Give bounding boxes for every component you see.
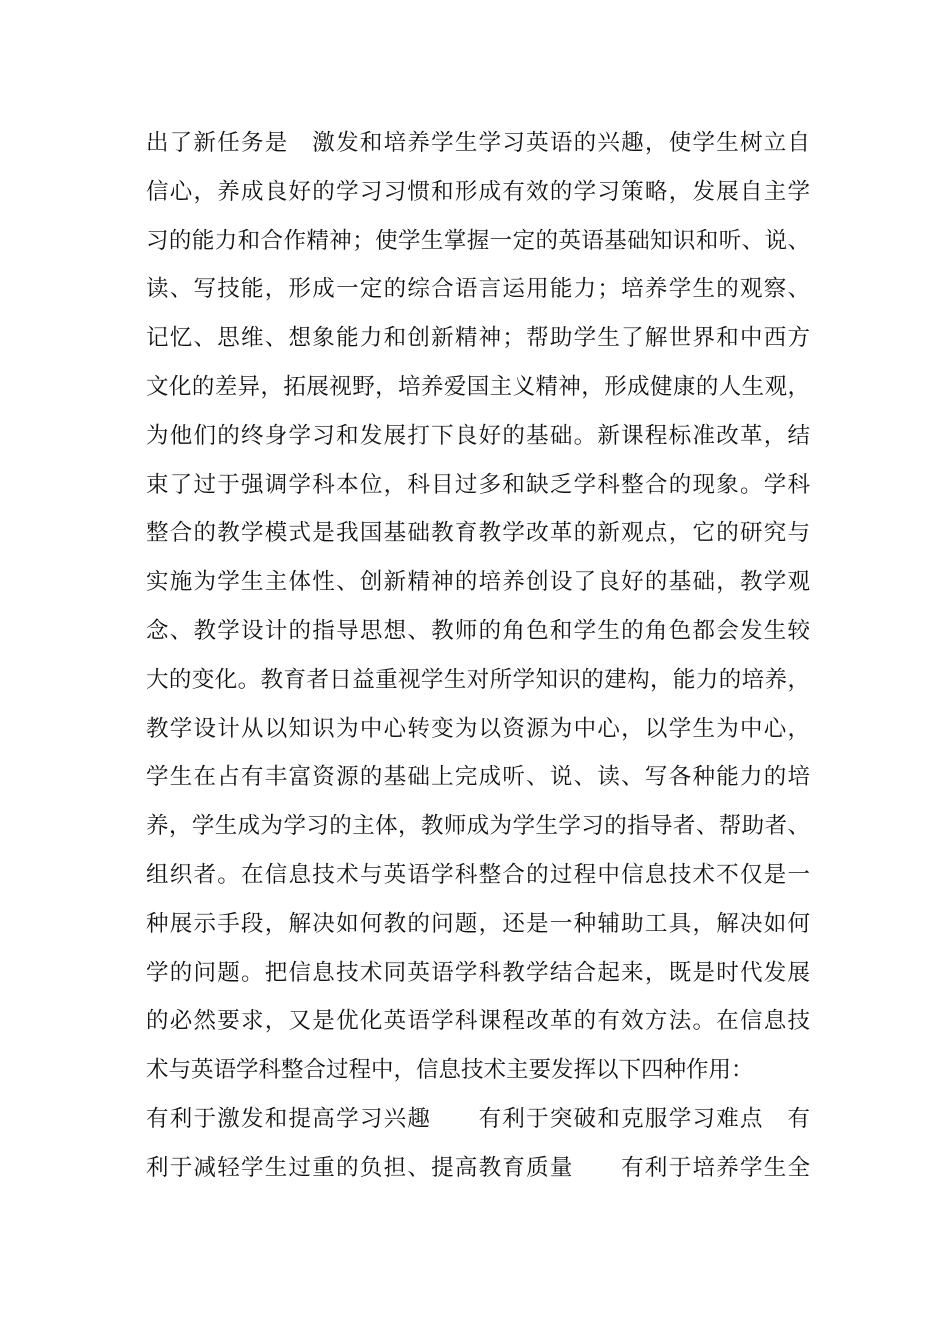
text-line-1: 出了新任务是 激发和培养学生学习英语的兴趣，使学生树立自 — [146, 130, 810, 156]
text-line-7: 为他们的终身学习和发展打下良好的基础。新课程标准改革，结 — [146, 422, 810, 449]
text-line-22: 利于减轻学生过重的负担、提高教育质量 有利于培养学生全 — [146, 1154, 810, 1181]
text-line-14: 学生在占有丰富资源的基础上完成听、说、读、写各种能力的培 — [146, 764, 810, 791]
text-line-10: 实施为学生主体性、创新精神的培养创设了良好的基础，教学观 — [146, 569, 810, 596]
text-line-19: 的必然要求，又是优化英语学科课程改革的有效方法。在信息技 — [146, 1008, 810, 1035]
text-line-15: 养，学生成为学习的主体，教师成为学生学习的指导者、帮助者、 — [146, 813, 810, 840]
text-line-17: 种展示手段，解决如何教的问题，还是一种辅助工具，解决如何 — [146, 910, 810, 937]
text-line-2: 信心，养成良好的学习习惯和形成有效的学习策略，发展自主学 — [146, 178, 810, 205]
body-text — [146, 119, 810, 1193]
text-line-11: 念、教学设计的指导思想、教师的角色和学生的角色都会发生较 — [146, 617, 810, 644]
text-line-3: 习的能力和合作精神；使学生掌握一定的英语基础知识和听、说、 — [146, 227, 810, 254]
text-line-12: 大的变化。教育者日益重视学生对所学知识的建构，能力的培养， — [146, 666, 810, 693]
text-line-16: 组织者。在信息技术与英语学科整合的过程中信息技术不仅是一 — [146, 861, 810, 888]
text-line-20: 术与英语学科整合过程中，信息技术主要发挥以下四种作用： — [146, 1057, 754, 1084]
text-line-6: 文化的差异，拓展视野，培养爱国主义精神，形成健康的人生观， — [146, 373, 810, 400]
text-line-21: 有利于激发和提高学习兴趣 有利于突破和克服学习难点 有 — [146, 1105, 810, 1132]
text-line-13: 教学设计从以知识为中心转变为以资源为中心，以学生为中心， — [146, 715, 810, 742]
text-line-8: 束了过于强调学科本位，科目过多和缺乏学科整合的现象。学科 — [146, 471, 810, 498]
text-line-5: 记忆、思维、想象能力和创新精神；帮助学生了解世界和中西方 — [146, 325, 810, 352]
text-line-4: 读、写技能，形成一定的综合语言运用能力；培养学生的观察、 — [146, 276, 810, 303]
text-line-9: 整合的教学模式是我国基础教育教学改革的新观点，它的研究与 — [146, 520, 810, 547]
text-line-18: 学的问题。把信息技术同英语学科教学结合起来，既是时代发展 — [146, 959, 810, 986]
